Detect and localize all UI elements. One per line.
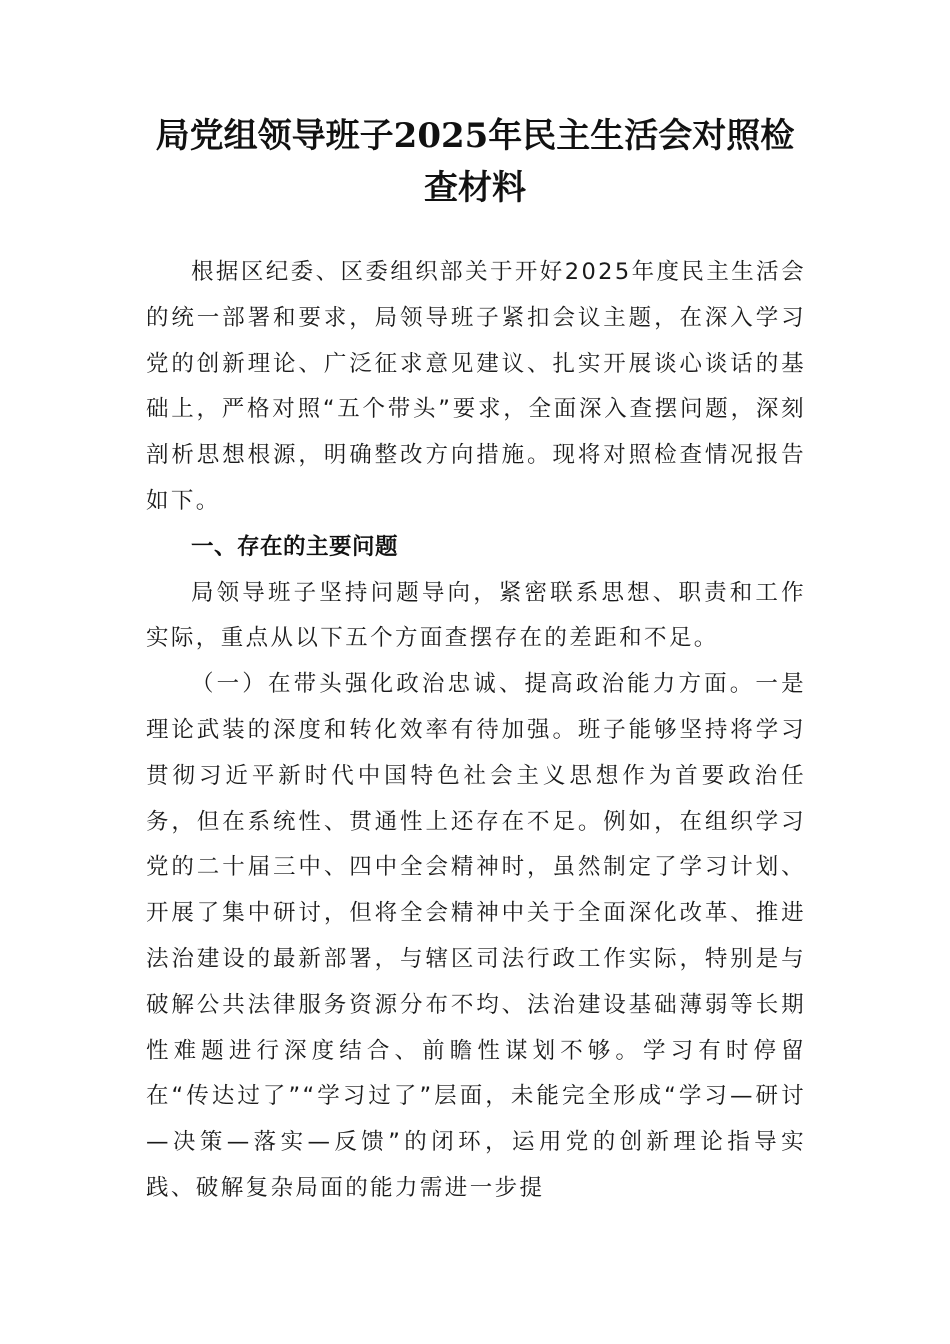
- section-intro-paragraph: 局领导班子坚持问题导向，紧密联系思想、职责和工作实际，重点从以下五个方面查摆存在的差距和不足。: [146, 579, 806, 652]
- intro-paragraph: 根据区纪委、区委组织部关于开好2025年度民主生活会的统一部署和要求，局领导班子紧扣会议主题，在深入学习党的创新理论、广泛征求意见建议、扎实开展谈心谈话的基础上，严格对照“五个带头”要求，全面深入查摆问题，深刻剖析思想根源，明确整改方向措施。现将对照检查情况报告如下。: [146, 259, 806, 514]
- subsection-paragraph: （一）在带头强化政治忠诚、提高政治能力方面。一是理论武装的深度和转化效率有待加强。班子能够坚持将学习贯彻习近平新时代中国特色社会主义思想作为首要政治任务，但在系统性、贯通性上还存在不足。例如，在组织学习党的二十届三中、四中全会精神时，虽然制定了学习计划、开展了集中研讨，但将全会精神中关于全面深化改革、推进法治建设的最新部署，与辖区司法行政工作实际，特别是与破解公共法律服务资源分布不均、法治建设基础薄弱等长期性难题进行深度结合、前瞻性谋划不够。学习有时停留在“传达过了”“学习过了”层面，未能完全形成“学习—研讨—决策—落实—反馈”的闭环，运用党的创新理论指导实践、破解复杂局面的能力需进一步提: [146, 671, 806, 1201]
- document-body: [146, 250, 806, 1212]
- section-heading: 一、存在的主要问题: [191, 533, 399, 560]
- document-title: 局党组领导班子2025年民主生活会对照检查材料: [155, 116, 795, 208]
